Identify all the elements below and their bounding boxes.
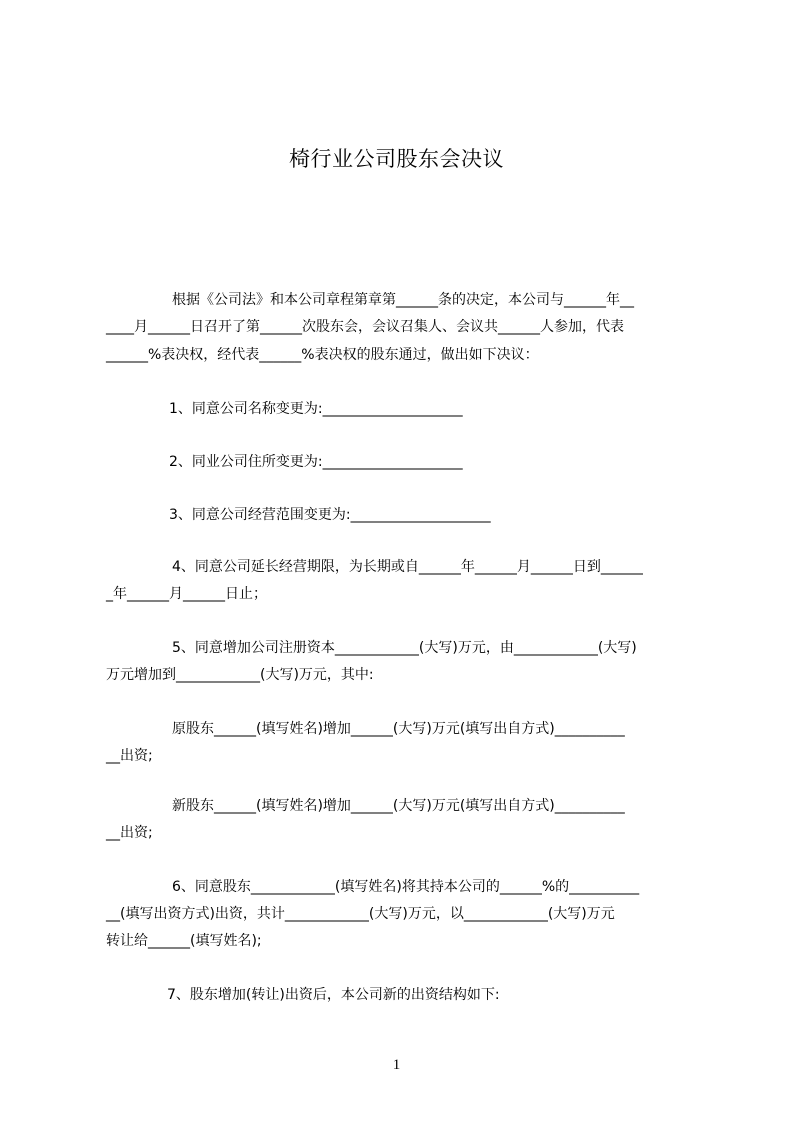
item-7-line: 7、股东增加(转让)出资后，本公司新的出资结构如下: <box>167 987 500 1003</box>
new-shareholder-line-1: 新股东______(填写姓名)增加______(大写)万元(填写出自方式)__________ <box>172 798 625 814</box>
page-number: 1 <box>392 1057 401 1073</box>
intro-line-1: 根据《公司法》和本公司章程第章第______条的决定，本公司与______年__ <box>172 292 634 308</box>
item-4-line-1: 4、同意公司延长经营期限，为长期或自______年______月______日到______ <box>172 559 643 575</box>
item-1-line: 1、同意公司名称变更为:____________________ <box>169 401 463 417</box>
item-5-line-1: 5、同意增加公司注册资本____________(大写)万元，由____________(大写) <box>172 640 637 656</box>
intro-line-3: ______%表决权，经代表______%表决权的股东通过，做出如下决议： <box>106 347 539 363</box>
original-shareholder-line-1: 原股东______(填写姓名)增加______(大写)万元(填写出自方式)__________ <box>172 721 625 737</box>
intro-line-2: ____月______日召开了第______次股东会，会议召集人、会议共______人参加，代表 <box>106 319 624 335</box>
item-3-line: 3、同意公司经营范围变更为:____________________ <box>169 507 491 523</box>
item-6-line-1: 6、同意股东____________(填写姓名)将其持本公司的______%的__________ <box>172 879 640 895</box>
document-title: 椅行业公司股东会决议 <box>289 147 504 171</box>
original-shareholder-line-2: __出资; <box>106 748 153 764</box>
item-4-line-2: _年______月______日止； <box>106 586 267 602</box>
new-shareholder-line-2: __出资; <box>106 825 153 841</box>
item-2-line: 2、同业公司住所变更为:____________________ <box>169 454 463 470</box>
item-5-line-2: 万元增加到____________(大写)万元，其中: <box>106 667 374 683</box>
item-6-line-3: 转让给______(填写姓名); <box>106 933 262 949</box>
item-6-line-2: __(填写出资方式)出资，共计____________(大写)万元，以____________(大写)万元 <box>106 906 615 922</box>
